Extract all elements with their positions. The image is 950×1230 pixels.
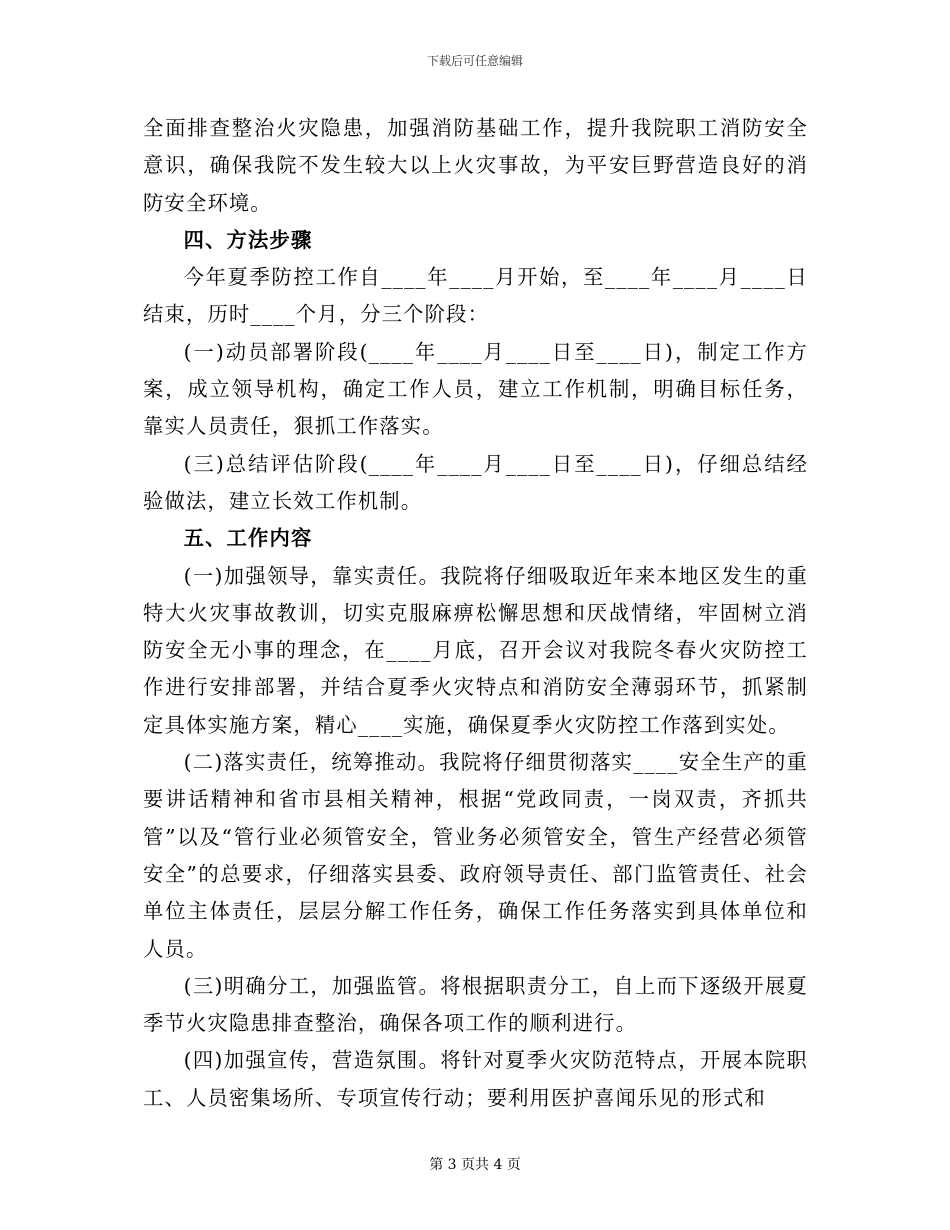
document-body — [143, 110, 808, 1117]
paragraph-leadership: (一)加强领导，靠实责任。我院将仔细吸取近年来本地区发生的重特大火灾事故教训，切实克服麻痹松懈思想和厌战情绪，牢固树立消防安全无小事的理念，在____月底，召开会议对我院冬春火灾防控工作进行安排部署，并结合夏季火灾特点和消防安全薄弱环节，抓紧制定具体实施方案，精心____实施，确保夏季火灾防控工作落到实处。 — [143, 563, 808, 737]
section-heading-content: 五、工作内容 — [183, 526, 313, 551]
paragraph-phase-mobilize: (一)动员部署阶段(____年____月____日至____日)，制定工作方案，成立领导机构，确定工作人员，建立工作机制，明确目标任务，靠实人员责任，狠抓工作落实。 — [143, 339, 808, 439]
paragraph-responsibility: (二)落实责任，统筹推动。我院将仔细贯彻落实____安全生产的重要讲话精神和省市县相关精神，根据“党政同责，一岗双责，齐抓共管”以及“管行业必须管安全，管业务必须管安全，管生产经营必须管安全”的总要求，仔细落实县委、政府领导责任、部门监管责任、社会单位主体责任，层层分解工作任务，确保工作任务落实到具体单位和人员。 — [143, 750, 808, 961]
section-heading-methods: 四、方法步骤 — [183, 227, 313, 252]
paragraph-publicity: (四)加强宣传，营造氛围。将针对夏季火灾防范特点，开展本院职工、人员密集场所、专项宣传行动；要利用医护喜闻乐见的形式和 — [143, 1048, 808, 1110]
paragraph-intro: 全面排查整治火灾隐患，加强消防基础工作，提升我院职工消防安全意识，确保我院不发生较大以上火灾事故，为平安巨野营造良好的消防安全环境。 — [143, 116, 808, 215]
paragraph-schedule: 今年夏季防控工作自____年____月开始，至____年____月____日结束，历时____个月，分三个阶段： — [143, 265, 808, 327]
paragraph-division: (三)明确分工，加强监管。将根据职责分工，自上而下逐级开展夏季节火灾隐患排查整治，确保各项工作的顺利进行。 — [143, 973, 808, 1036]
page-number: 第 3 页共 4 页 — [429, 1157, 521, 1173]
paragraph-phase-summary: (三)总结评估阶段(____年____月____日至____日)，仔细总结经验做法，建立长效工作机制。 — [143, 451, 808, 513]
page-header-note: 下载后可任意编辑 — [426, 54, 523, 68]
